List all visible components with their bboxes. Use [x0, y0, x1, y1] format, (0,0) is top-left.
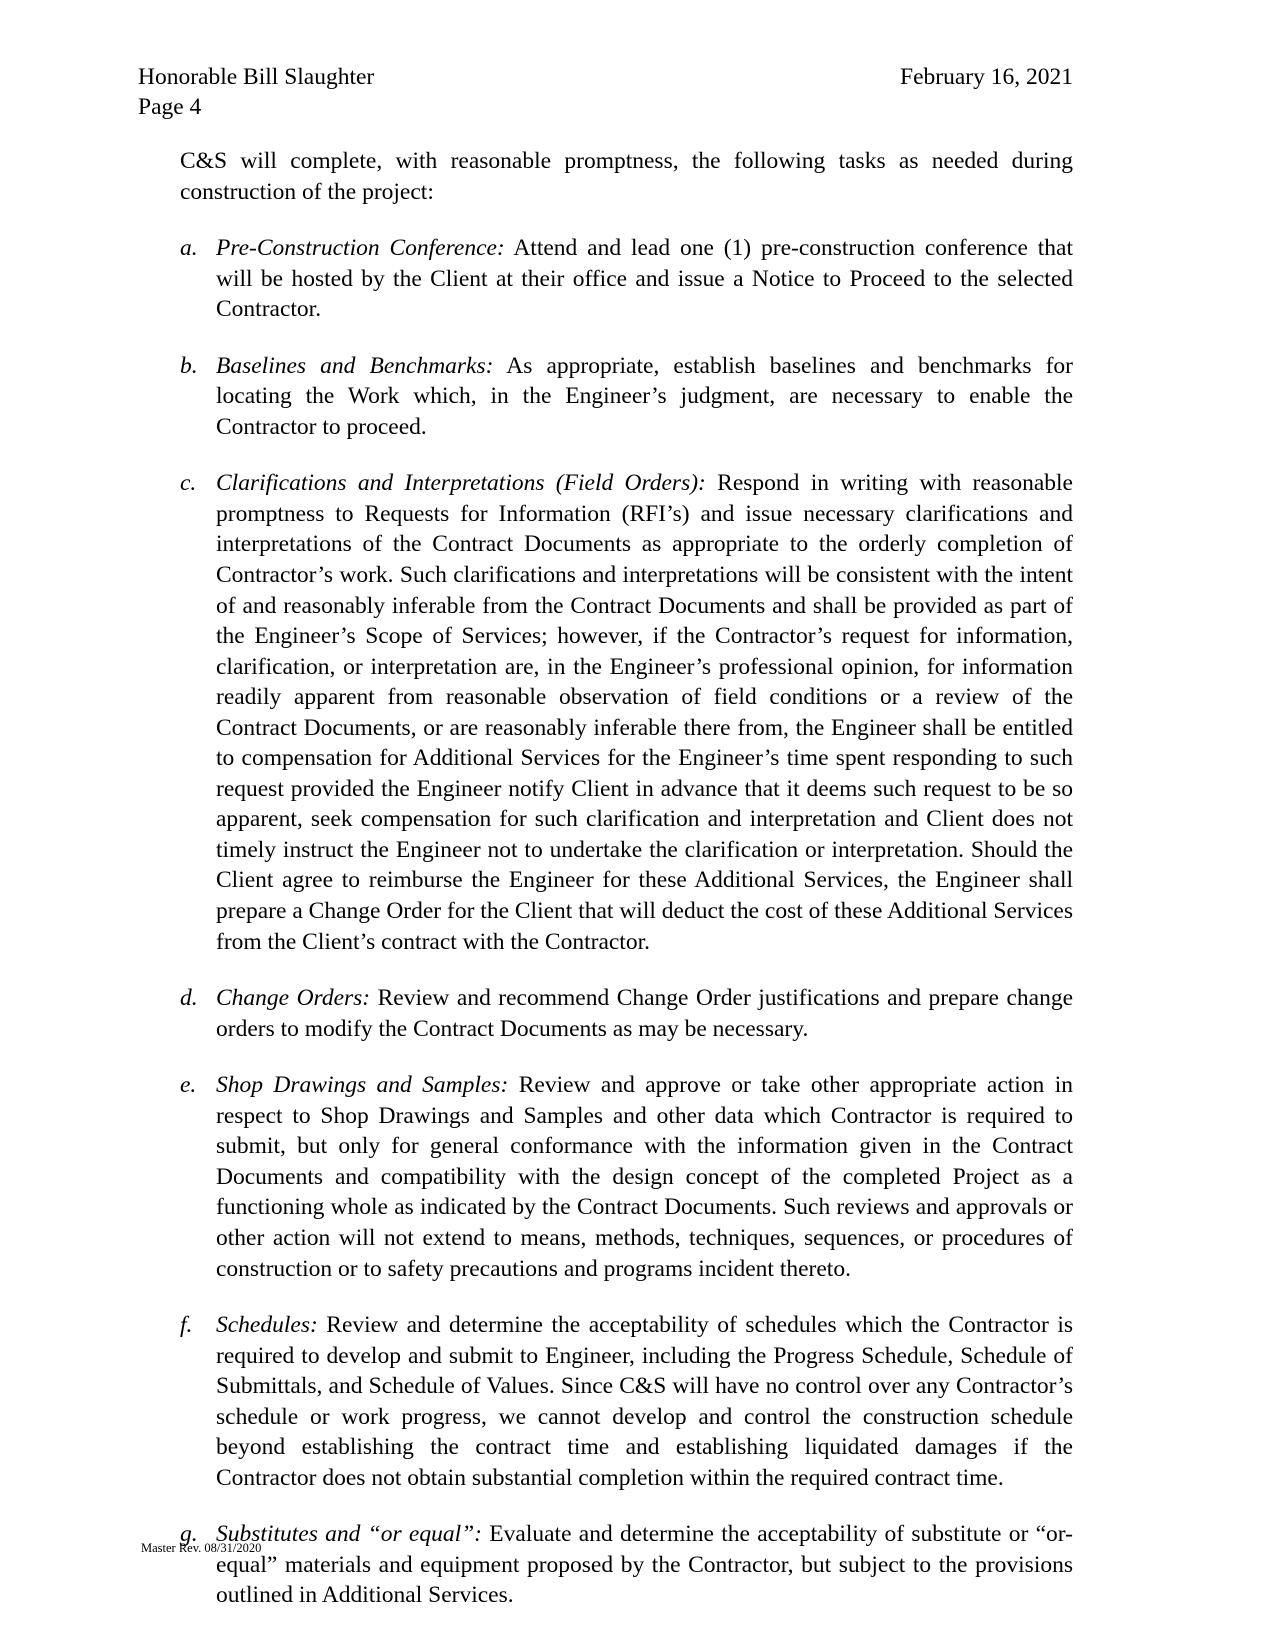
list-item-marker: d. [180, 985, 198, 1012]
letterhead [138, 62, 1073, 122]
document-body [138, 142, 1073, 1611]
list-item [138, 1519, 1073, 1611]
list-item-text [216, 1070, 1073, 1284]
list-item-body: Review and determine the acceptability of schedules which the Contractor is required to develop and submit to Engineer, including the Progress Schedule, Schedule of Submittals, and Schedule of Values. Since C&S will have no control over any Contractor’s schedule or work progress, we cannot develop and control the construction schedule beyond establishing the contract time and establishing liquidated damages if the Contractor does not obtain substantial completion within the required contract time. [216, 1312, 1073, 1491]
list-item-marker: g. [180, 1521, 198, 1548]
revision-footer: Master Rev. 08/31/2020 [141, 1541, 262, 1555]
list-item-body: Attend and lead one (1) pre-construction conference that will be hosted by the Client at their office and issue a Notice to Proceed to the selected Contractor. [216, 235, 1074, 323]
list-item-lead: Shop Drawings and Samples: [216, 1072, 509, 1099]
list-item [138, 351, 1073, 443]
list-item-marker: c. [180, 470, 197, 497]
list-item [138, 233, 1073, 325]
letter-date: February 16, 2021 [900, 64, 1073, 90]
list-item [138, 1070, 1073, 1284]
list-item-marker: e. [180, 1072, 197, 1099]
page-number-label: Page 4 [138, 94, 202, 121]
task-list [138, 233, 1073, 1611]
letterhead-left [138, 62, 374, 122]
list-item-body: Respond in writing with reasonable promptness to Requests for Information (RFI’s) and issue necessary clarifications and interpretations of the Contract Documents as appropriate to the orderly completion of Contractor’s work. Such clarifications and interpretations will be consistent with the intent of and reasonably inferable from the Contract Documents and shall be provided as part of the Engineer’s Scope of Services; however, if the Contractor’s request for information, clarification, or interpretation are, in the Engineer’s professional opinion, for information readily apparent from reasonable observation of field conditions or a review of the Contract Documents, or are reasonably inferable there from, the Engineer shall be entitled to compensation for Additional Services for the Engineer’s time spent responding to such request provided the Engineer notify Client in advance that it deems such request to be so apparent, seek compensation for such clarification and interpretation and Client does not timely instruct the Engineer not to undertake the clarification or interpretation. Should the Client agree to reimburse the Engineer for these Additional Services, the Engineer shall prepare a Change Order for the Client that will deduct the cost of these Additional Services from the Client’s contract with the Contractor. [216, 470, 1073, 955]
list-item-text [216, 351, 1073, 443]
list-item-lead: Clarifications and Interpretations (Field Orders): [216, 470, 706, 497]
intro-paragraph: C&S will complete, with reasonable promptness, the following tasks as needed during construction of the project: [180, 148, 1073, 205]
list-item-text [216, 233, 1073, 325]
list-item [138, 983, 1073, 1044]
list-item [138, 1310, 1073, 1493]
list-item-marker: b. [180, 352, 198, 379]
list-item-text [216, 983, 1073, 1044]
list-item [138, 468, 1073, 957]
list-item-text [216, 1519, 1073, 1611]
recipient-name: Honorable Bill Slaughter [138, 64, 375, 90]
list-item-marker: f. [180, 1312, 193, 1339]
list-item-text [216, 468, 1073, 957]
list-item-marker: a. [180, 235, 198, 262]
list-item-lead: Change Orders: [216, 985, 371, 1012]
list-item-text [216, 1310, 1073, 1493]
list-item-lead: Schedules: [216, 1312, 318, 1339]
list-item-lead: Substitutes and “or equal”: [216, 1521, 483, 1548]
list-item-body: Review and recommend Change Order justifications and prepare change orders to modify the Contract Documents as may be necessary. [216, 985, 1074, 1042]
list-item-lead: Pre-Construction Conference: [216, 235, 505, 262]
list-item-body: As appropriate, establish baselines and benchmarks for locating the Work which, in the Engineer’s judgment, are necessary to enable the Contractor to proceed. [216, 352, 1073, 440]
list-item-body: Review and approve or take other appropriate action in respect to Shop Drawings and Samples and other data which Contractor is required to submit, but only for general conformance with the information given in the Contract Documents and compatibility with the design concept of the completed Project as a functioning whole as indicated by the Contract Documents. Such reviews and approvals or other action will not extend to means, methods, techniques, sequences, or procedures of construction or to safety precautions and programs incident thereto. [216, 1072, 1073, 1282]
list-item-lead: Baselines and Benchmarks: [216, 352, 494, 379]
list-item-body: Evaluate and determine the acceptability of substitute or “or-equal” materials and equipment proposed by the Contractor, but subject to the provisions outlined in Additional Services. [216, 1521, 1073, 1609]
